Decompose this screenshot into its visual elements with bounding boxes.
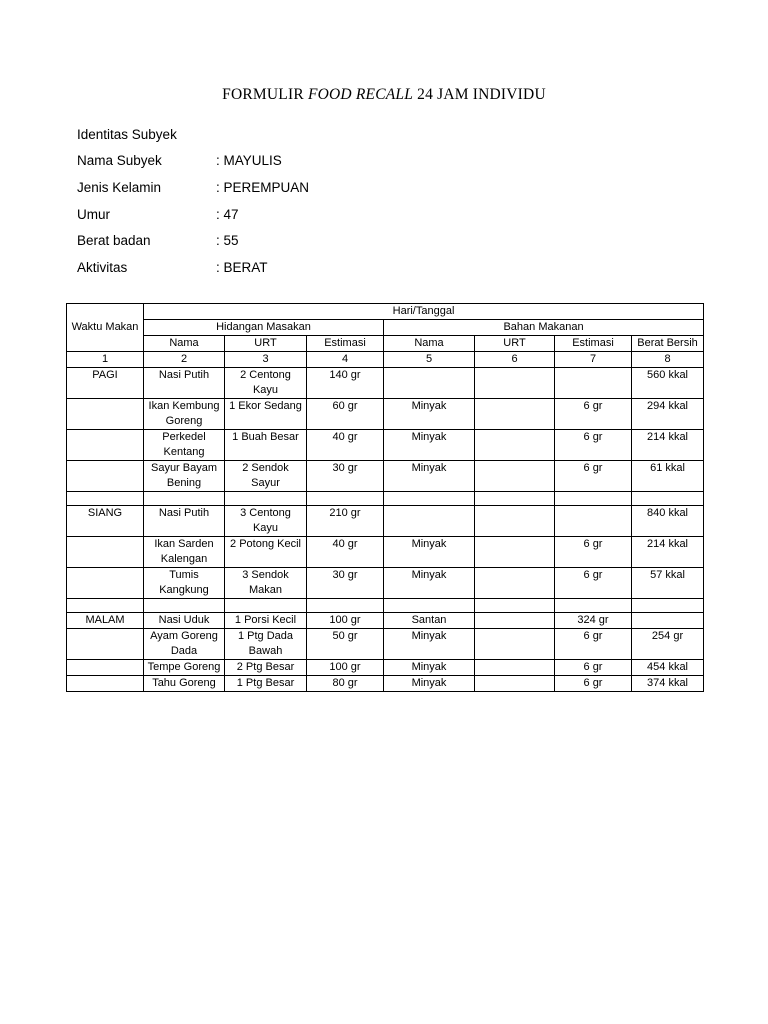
header-hari-tanggal: Hari/Tanggal <box>144 304 704 320</box>
column-number-row <box>67 352 704 368</box>
column-number: 7 <box>555 352 632 368</box>
table-cell: 214 kkal <box>632 430 704 461</box>
header-bahan-makanan: Bahan Makanan <box>384 320 704 336</box>
table-cell: Ayam Goreng Dada <box>144 629 225 660</box>
identity-field <box>77 148 309 175</box>
food-recall-table-wrap <box>66 303 704 692</box>
table-cell: 40 gr <box>307 537 384 568</box>
table-cell: 6 gr <box>555 676 632 692</box>
table-cell <box>555 599 632 613</box>
subject-identity <box>77 121 309 281</box>
header-nama-bahan: Nama <box>384 336 475 352</box>
table-cell <box>384 368 475 399</box>
table-cell <box>384 506 475 537</box>
table-cell: 100 gr <box>307 660 384 676</box>
identity-value-umur: : 47 <box>216 206 239 222</box>
column-number: 5 <box>384 352 475 368</box>
table-cell: Minyak <box>384 676 475 692</box>
table-cell: 80 gr <box>307 676 384 692</box>
table-cell: 30 gr <box>307 461 384 492</box>
table-cell <box>632 613 704 629</box>
identity-value-aktivitas: : BERAT <box>216 259 268 275</box>
table-cell <box>67 676 144 692</box>
table-cell: 50 gr <box>307 629 384 660</box>
table-cell: 6 gr <box>555 660 632 676</box>
table-cell: Nasi Uduk <box>144 613 225 629</box>
table-cell: 30 gr <box>307 568 384 599</box>
table-row <box>67 676 704 692</box>
table-cell: 560 kkal <box>632 368 704 399</box>
header-hidangan-masakan: Hidangan Masakan <box>144 320 384 336</box>
table-cell: Minyak <box>384 568 475 599</box>
identity-value-jenis-kelamin: : PEREMPUAN <box>216 179 310 195</box>
table-cell: Sayur Bayam Bening <box>144 461 225 492</box>
table-cell <box>67 568 144 599</box>
table-cell: 324 gr <box>555 613 632 629</box>
table-row <box>67 660 704 676</box>
header-nama: Nama <box>144 336 225 352</box>
table-cell <box>475 461 555 492</box>
table-cell: 2 Centong Kayu <box>225 368 307 399</box>
table-cell <box>67 537 144 568</box>
table-cell <box>225 492 307 506</box>
column-number: 8 <box>632 352 704 368</box>
table-cell: 6 gr <box>555 461 632 492</box>
table-cell: 6 gr <box>555 629 632 660</box>
table-body <box>67 304 704 692</box>
table-cell <box>307 492 384 506</box>
table-cell <box>475 537 555 568</box>
header-row-1 <box>67 304 704 320</box>
table-cell: 1 Buah Besar <box>225 430 307 461</box>
header-waktu-makan: Waktu Makan <box>67 304 144 352</box>
table-cell: Ikan Kembung Goreng <box>144 399 225 430</box>
table-cell: Tumis Kangkung <box>144 568 225 599</box>
table-cell <box>225 599 307 613</box>
table-cell <box>555 492 632 506</box>
header-urt: URT <box>225 336 307 352</box>
table-cell <box>475 568 555 599</box>
table-cell: PAGI <box>67 368 144 399</box>
table-cell: Santan <box>384 613 475 629</box>
table-cell: Minyak <box>384 399 475 430</box>
table-cell <box>144 492 225 506</box>
table-cell <box>475 599 555 613</box>
table-cell <box>67 660 144 676</box>
table-cell <box>67 430 144 461</box>
table-cell: 840 kkal <box>632 506 704 537</box>
table-cell <box>475 676 555 692</box>
table-row <box>67 629 704 660</box>
table-cell <box>475 399 555 430</box>
table-cell <box>555 368 632 399</box>
table-cell: 3 Centong Kayu <box>225 506 307 537</box>
table-cell: 60 gr <box>307 399 384 430</box>
identity-label-nama: Nama Subyek <box>77 153 162 169</box>
table-cell: 1 Porsi Kecil <box>225 613 307 629</box>
table-cell: 210 gr <box>307 506 384 537</box>
table-cell: 1 Ptg Dada Bawah <box>225 629 307 660</box>
table-cell: Minyak <box>384 629 475 660</box>
table-cell <box>144 599 225 613</box>
table-cell: 6 gr <box>555 399 632 430</box>
table-cell: 140 gr <box>307 368 384 399</box>
table-cell <box>67 492 144 506</box>
table-cell: Minyak <box>384 461 475 492</box>
table-cell: 100 gr <box>307 613 384 629</box>
table-cell <box>555 506 632 537</box>
identity-field <box>77 201 309 228</box>
table-cell: 6 gr <box>555 537 632 568</box>
table-row <box>67 506 704 537</box>
header-estimasi: Estimasi <box>307 336 384 352</box>
table-cell <box>632 599 704 613</box>
table-cell: 374 kkal <box>632 676 704 692</box>
table-row <box>67 568 704 599</box>
table-cell: 254 gr <box>632 629 704 660</box>
table-cell: 6 gr <box>555 568 632 599</box>
table-row <box>67 599 704 613</box>
table-row <box>67 368 704 399</box>
header-berat-bersih: Berat Bersih <box>632 336 704 352</box>
table-cell: 40 gr <box>307 430 384 461</box>
identity-label-aktivitas: Aktivitas <box>77 259 128 275</box>
title-prefix: FORMULIR <box>222 86 308 103</box>
table-cell <box>475 430 555 461</box>
table-cell: 454 kkal <box>632 660 704 676</box>
table-cell <box>475 629 555 660</box>
column-number: 4 <box>307 352 384 368</box>
table-cell <box>67 399 144 430</box>
table-cell: 294 kkal <box>632 399 704 430</box>
table-cell <box>632 492 704 506</box>
title-italic: FOOD RECALL <box>307 86 414 103</box>
table-cell: MALAM <box>67 613 144 629</box>
table-cell <box>67 599 144 613</box>
table-cell: 214 kkal <box>632 537 704 568</box>
table-cell <box>384 492 475 506</box>
table-cell: Minyak <box>384 660 475 676</box>
identity-value-berat-badan: : 55 <box>216 233 239 249</box>
identity-field <box>77 254 309 281</box>
identity-label-jenis-kelamin: Jenis Kelamin <box>77 179 162 195</box>
table-cell: 1 Ekor Sedang <box>225 399 307 430</box>
identity-field <box>77 227 309 254</box>
title-suffix: 24 JAM INDIVIDU <box>413 86 546 103</box>
table-row <box>67 461 704 492</box>
identity-value-nama: : MAYULIS <box>216 153 282 169</box>
identity-field <box>77 174 309 201</box>
table-row <box>67 492 704 506</box>
table-cell: Ikan Sarden Kalengan <box>144 537 225 568</box>
table-row <box>67 430 704 461</box>
column-number: 2 <box>144 352 225 368</box>
table-cell: 2 Ptg Besar <box>225 660 307 676</box>
table-cell: 61 kkal <box>632 461 704 492</box>
header-urt-bahan: URT <box>475 336 555 352</box>
table-row <box>67 537 704 568</box>
header-estimasi-bahan: Estimasi <box>555 336 632 352</box>
table-cell <box>67 461 144 492</box>
table-cell: 2 Potong Kecil <box>225 537 307 568</box>
table-cell <box>475 506 555 537</box>
column-number: 6 <box>475 352 555 368</box>
table-cell: SIANG <box>67 506 144 537</box>
table-cell <box>475 492 555 506</box>
table-cell: 3 Sendok Makan <box>225 568 307 599</box>
identity-label-umur: Umur <box>77 206 110 222</box>
table-cell <box>67 629 144 660</box>
table-cell <box>475 613 555 629</box>
table-cell: Perkedel Kentang <box>144 430 225 461</box>
food-recall-table <box>66 303 704 692</box>
table-cell: Nasi Putih <box>144 506 225 537</box>
identity-label-berat-badan: Berat badan <box>77 233 151 249</box>
header-row-3 <box>67 336 704 352</box>
table-cell: Tempe Goreng <box>144 660 225 676</box>
table-cell: 1 Ptg Besar <box>225 676 307 692</box>
table-cell: Minyak <box>384 537 475 568</box>
table-cell <box>475 660 555 676</box>
identity-heading-row <box>77 121 309 148</box>
table-row <box>67 613 704 629</box>
table-cell <box>475 368 555 399</box>
header-row-2 <box>67 320 704 336</box>
table-cell: Minyak <box>384 430 475 461</box>
table-row <box>67 399 704 430</box>
form-title <box>0 86 768 104</box>
table-cell <box>307 599 384 613</box>
column-number: 1 <box>67 352 144 368</box>
table-cell: Tahu Goreng <box>144 676 225 692</box>
column-number: 3 <box>225 352 307 368</box>
table-cell: 6 gr <box>555 430 632 461</box>
table-cell: 2 Sendok Sayur <box>225 461 307 492</box>
table-cell: Nasi Putih <box>144 368 225 399</box>
identity-heading: Identitas Subyek <box>77 126 177 142</box>
table-cell <box>384 599 475 613</box>
table-cell: 57 kkal <box>632 568 704 599</box>
